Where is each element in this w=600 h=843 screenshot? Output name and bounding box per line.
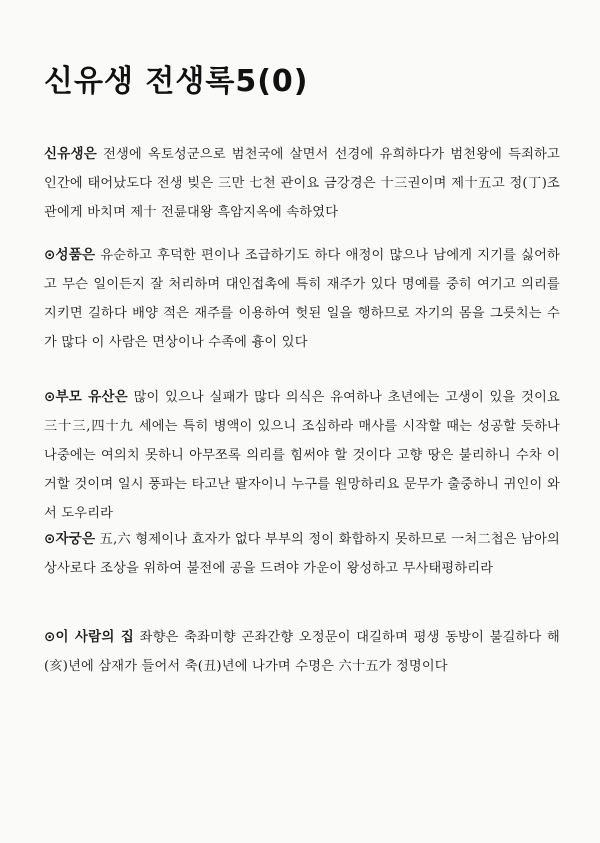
paragraph-body: 전생에 옥토성군으로 범천국에 살면서 선경에 유희하다가 범천왕에 득죄하고 인간에 태어났도다 전생 빚은 三만 七천 관이요 금강경은 十三권이며 제十五고 정(丁)조관에게 바치며 제十 전륜대왕 흑암지옥에 속하였다 <box>44 147 560 221</box>
paragraph-body: 五,六 형제이나 효자가 없다 부부의 정이 화합하지 못하므로 一처二첩은 남아의 상사로다 조상을 위하여 불전에 공을 드려야 가운이 왕성하고 무사태평하리라 <box>44 532 560 577</box>
paragraph-inheritance <box>44 383 560 528</box>
paragraph-body: 많이 있으나 실패가 많다 의식은 유여하나 초년에는 고생이 있을 것이요 三十三,四十九 세에는 특히 병액이 있으니 조심하라 매사를 시작할 때는 성공할 듯하나 나중에는 여의치 못하니 아무쪼록 의리를 힘써야 할 것이다 고향 땅은 불리하니 수차 이거할 것이며 일시 풍파는 타고난 팔자이니 누구를 원망하리요 문무가 출중하니 귀인이 와서 도우리라 <box>44 390 560 522</box>
paragraph-body: 좌향은 축좌미향 곤좌간향 오정문이 대길하며 평생 동방이 불길하다 해(亥)년에 삼재가 들어서 축(丑)년에 나가며 수명은 六十五가 정명이다 <box>44 630 560 675</box>
paragraph-lead: ⊙이 사람의 집 <box>44 629 135 646</box>
paragraph-lead: 신유생은 <box>44 146 97 163</box>
page-title: 신유생 전생록5(0) <box>44 64 309 99</box>
paragraph-children <box>44 525 560 583</box>
paragraph-lead: ⊙자궁은 <box>44 531 96 548</box>
paragraph-lead: ⊙부모 유산은 <box>44 389 128 406</box>
paragraph-previous-life <box>44 140 560 227</box>
paragraph-house <box>44 623 560 681</box>
paragraph-temperament <box>44 241 560 357</box>
paragraph-lead: ⊙성품은 <box>44 247 96 264</box>
paragraph-body: 유순하고 후덕한 편이나 조급하기도 하다 애정이 많으나 남에게 지기를 싫어하고 무슨 일이든지 잘 처리하며 대인접촉에 특히 재주가 있다 명예를 중히 여기고 의리를 지키면 길하다 배양 적은 재주를 이용하여 헛된 일을 행하므로 자기의 몸을 그릇치는 수가 많다 이 사람은 면상이나 수족에 흉이 있다 <box>44 248 560 351</box>
